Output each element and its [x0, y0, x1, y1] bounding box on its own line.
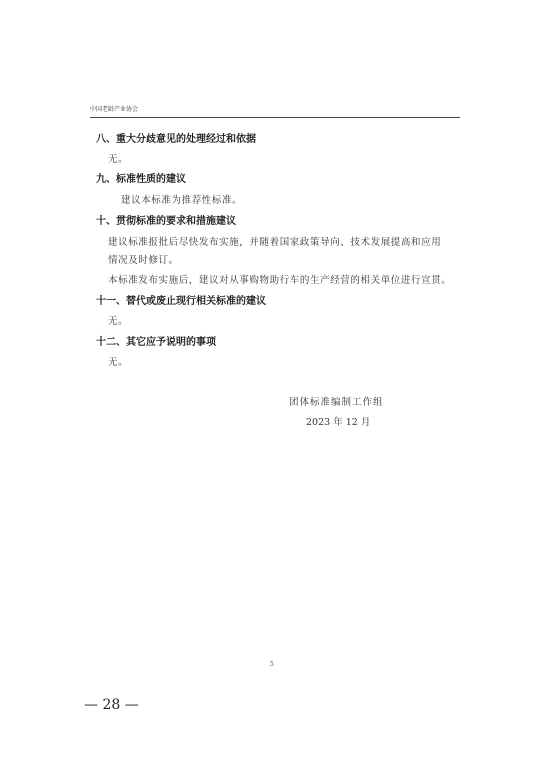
section-8-text: 无。 — [108, 154, 129, 165]
signature-group: 团体标准编制工作组 — [289, 397, 384, 408]
section-10-text-1: 建议标准报批后尽快发布实施，并随着国家政策导向、技术发展提高和应用 — [108, 237, 442, 248]
header-rule — [90, 117, 460, 118]
section-11-text: 无。 — [108, 316, 129, 327]
header-org-name: 中国老龄产业协会 — [90, 106, 139, 113]
section-12-text: 无。 — [108, 357, 129, 368]
section-heading-9: 九、标准性质的建议 — [96, 174, 186, 185]
signature-date: 2023 年 12 月 — [306, 417, 371, 428]
section-heading-10: 十、贯彻标准的要求和措施建议 — [96, 216, 236, 227]
section-heading-11: 十一、替代或废止现行相关标准的建议 — [96, 296, 266, 307]
section-10-text-2: 情况及时修订。 — [108, 255, 179, 266]
section-10-text-3: 本标准发布实施后，建议对从事购物助行车的生产经营的相关单位进行宣贯。 — [108, 275, 452, 286]
section-9-text: 建议本标准为推荐性标准。 — [121, 195, 243, 206]
footer-page-number: — 28 — — [84, 697, 139, 713]
section-heading-8: 八、重大分歧意见的处理经过和依据 — [96, 134, 256, 145]
page-number: 5 — [270, 661, 274, 668]
section-heading-12: 十二、其它应予说明的事项 — [96, 337, 216, 348]
